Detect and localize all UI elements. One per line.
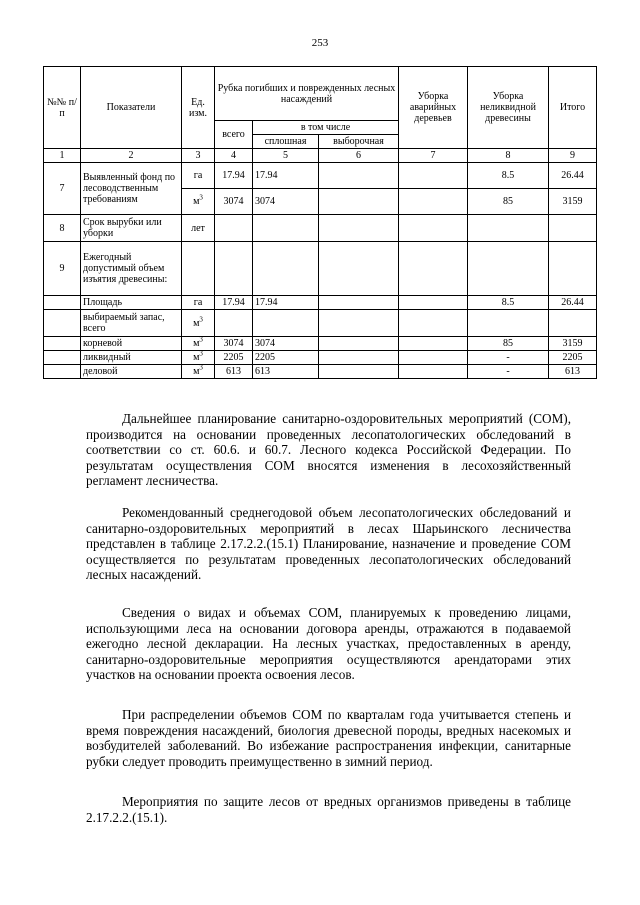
row-emergency <box>399 296 468 310</box>
row-selective <box>319 337 399 351</box>
row-total: 2205 <box>215 351 253 365</box>
paragraph: Дальнейшее планирование санитарно-оздоровительных мероприятий (СОМ), производится на основании проведенных лесопатологических обследований в соответствии со ст. 60.6. и 60.7. Лесного кодекса Российской Федерации. По результатам осуществления СОМ вносятся изменения в лесохозяйственный регламент лесничества. <box>86 411 571 489</box>
forest-table <box>43 66 597 379</box>
row-selective <box>319 296 399 310</box>
row-unit: $м^3$ <box>182 337 215 351</box>
row-illiquid: 85 <box>468 189 549 215</box>
row-result: 613 <box>549 365 597 379</box>
row-result: 3159 <box>549 337 597 351</box>
row-selective <box>319 163 399 189</box>
table-row <box>44 242 597 296</box>
row-clear: 3074 <box>253 189 319 215</box>
paragraph: При распределении объемов СОМ по кварталам года учитывается степень и время повреждения насаждений, биология древесной породы, вредных насекомых и возбудителей заболеваний. Во избежание распространения инфекции, санитарные рубки следует проводить преимущественно в зимний период. <box>86 707 571 769</box>
row-illiquid: 85 <box>468 337 549 351</box>
header-including: в том числе <box>253 121 399 135</box>
row-emergency <box>399 337 468 351</box>
row-label: Срок вырубки или уборки <box>81 215 182 242</box>
col-number: 8 <box>468 149 549 163</box>
row-total: 17.94 <box>215 163 253 189</box>
header-selective: выборочная <box>319 135 399 149</box>
col-number: 5 <box>253 149 319 163</box>
row-total: 17.94 <box>215 296 253 310</box>
row-unit: $м^3$ <box>182 189 215 215</box>
paragraph: Мероприятия по защите лесов от вредных организмов приведены в таблице 2.17.2.2.(15.1). <box>86 794 571 825</box>
row-result: 3159 <box>549 189 597 215</box>
row-result: 2205 <box>549 351 597 365</box>
row-unit: $м^3$ <box>182 365 215 379</box>
row-total: 3074 <box>215 337 253 351</box>
row-illiquid: - <box>468 351 549 365</box>
row-emergency <box>399 365 468 379</box>
row-clear: 2205 <box>253 351 319 365</box>
column-numbers-row <box>44 149 597 163</box>
row-clear: 17.94 <box>253 296 319 310</box>
row-num: 9 <box>44 242 81 296</box>
row-result: 26.44 <box>549 296 597 310</box>
row-selective <box>319 365 399 379</box>
paragraph: Сведения о видах и объемах СОМ, планируемых к проведению лицами, использующими леса на основании договора аренды, отражаются в подаваемой ежегодно лесной декларации. На лесных участках, предоставленных в аренду, санитарно-оздоровительные мероприятия осуществляются арендаторами этих участков на основании проекта освоения лесов. <box>86 605 571 683</box>
table-row <box>44 337 597 351</box>
row-unit: $м^3$ <box>182 310 215 337</box>
col-number: 2 <box>81 149 182 163</box>
row-emergency <box>399 351 468 365</box>
table-row <box>44 310 597 337</box>
header-illiquid: Уборка неликвидной древесины <box>468 67 549 149</box>
row-illiquid: - <box>468 365 549 379</box>
row-num: 8 <box>44 215 81 242</box>
table-row <box>44 296 597 310</box>
row-label: выбираемый запас, всего <box>81 310 182 337</box>
header-num: №№ п/п <box>44 67 81 149</box>
header-clear: сплошная <box>253 135 319 149</box>
table-row <box>44 163 597 189</box>
page-number: 253 <box>311 37 329 49</box>
row-clear: 3074 <box>253 337 319 351</box>
col-number: 1 <box>44 149 81 163</box>
paragraph: Рекомендованный среднегодовой объем лесопатологических обследований и санитарно-оздоровительных мероприятий в лесах Шарьинского лесничества представлен в таблице 2.17.2.2.(15.1) Планирование, назначение и проведение СОМ осуществляется по результатам проведенных лесопатологических обследований лесных насаждений. <box>86 505 571 583</box>
row-clear: 17.94 <box>253 163 319 189</box>
row-selective <box>319 189 399 215</box>
row-illiquid: 8.5 <box>468 163 549 189</box>
row-emergency <box>399 189 468 215</box>
row-illiquid: 8.5 <box>468 296 549 310</box>
col-number: 7 <box>399 149 468 163</box>
col-number: 4 <box>215 149 253 163</box>
row-label: ликвидный <box>81 351 182 365</box>
col-number: 6 <box>319 149 399 163</box>
table-row <box>44 215 597 242</box>
row-selective <box>319 351 399 365</box>
row-label: деловой <box>81 365 182 379</box>
header-result: Итого <box>549 67 597 149</box>
row-total: 3074 <box>215 189 253 215</box>
row-unit: $м^3$ <box>182 351 215 365</box>
table-row <box>44 365 597 379</box>
row-unit: лет <box>182 215 215 242</box>
header-total: всего <box>215 121 253 149</box>
row-label: Выявленный фонд по лесоводственным требованиям <box>81 163 182 215</box>
row-result: 26.44 <box>549 163 597 189</box>
row-emergency <box>399 163 468 189</box>
row-total: 613 <box>215 365 253 379</box>
table-row <box>44 351 597 365</box>
col-number: 3 <box>182 149 215 163</box>
row-unit: га <box>182 296 215 310</box>
row-clear: 613 <box>253 365 319 379</box>
row-unit: га <box>182 163 215 189</box>
header-unit: Ед. изм. <box>182 67 215 149</box>
col-number: 9 <box>549 149 597 163</box>
header-felling: Рубка погибших и поврежденных лесных насаждений <box>215 67 399 121</box>
row-num: 7 <box>44 163 81 215</box>
row-label: Площадь <box>81 296 182 310</box>
header-emergency: Уборка аварийных деревьев <box>399 67 468 149</box>
row-label: корневой <box>81 337 182 351</box>
header-indicators: Показатели <box>81 67 182 149</box>
row-label: Ежегодный допустимый объем изъятия древесины: <box>81 242 182 296</box>
